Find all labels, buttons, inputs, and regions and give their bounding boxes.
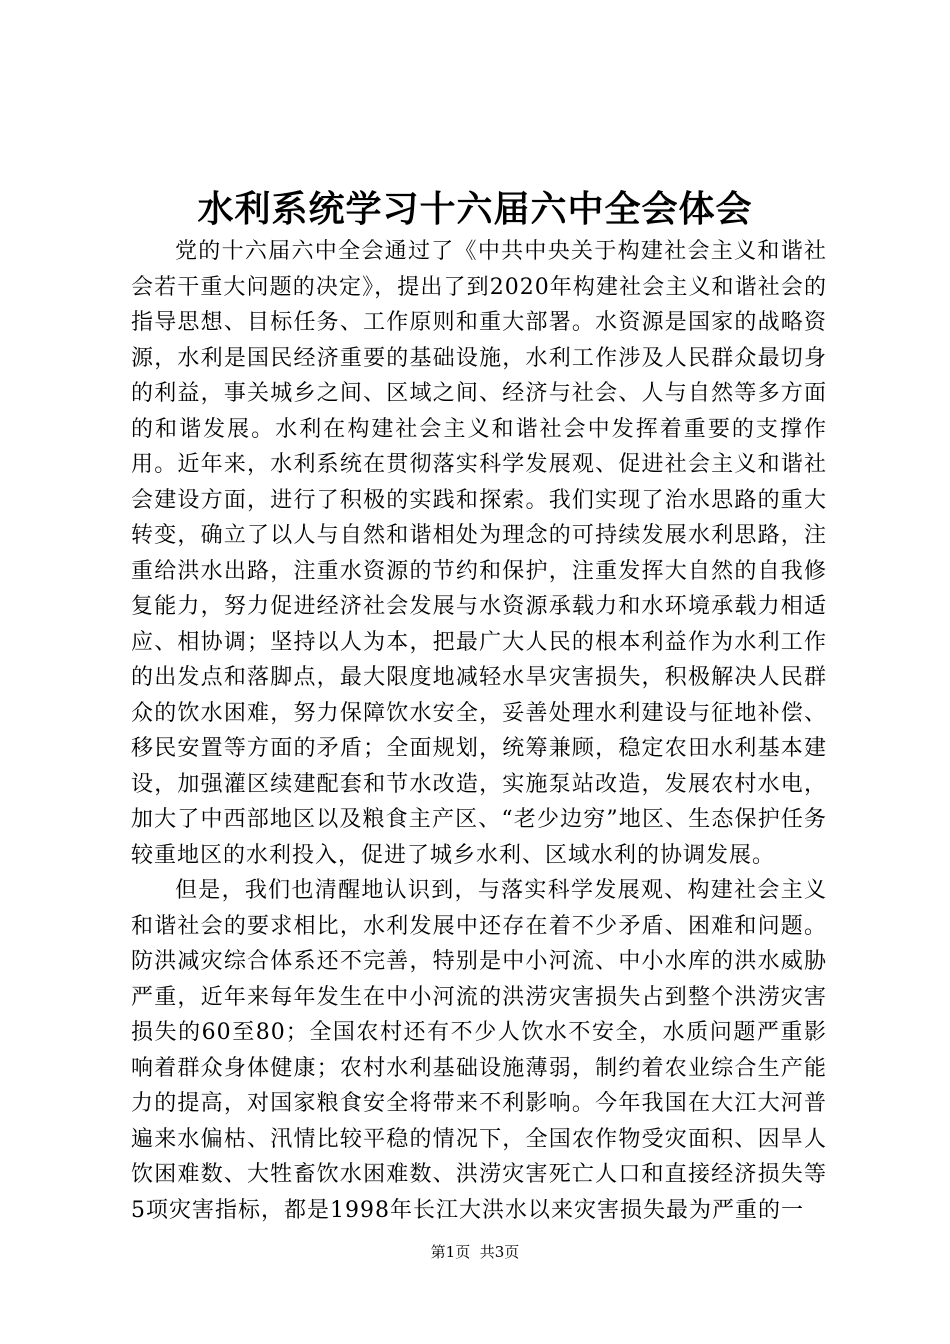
paragraph-1: 党的十六届六中全会通过了《中共中央关于构建社会主义和谐社会若干重大问题的决定》，提出了到2020年构建社会主义和谐社会的指导思想、目标任务、工作原则和重大部署。水资源是国家的战略资源，水利是国民经济重要的基础设施，水利工作涉及人民群众最切身的利益，事关城乡之间、区域之间、经济与社会、人与自然等多方面的和谐发展。水利在构建社会主义和谐社会中发挥着重要的支撑作用。近年来，水利系统在贯彻落实科学发展观、促进社会主义和谐社会建设方面，进行了积极的实践和探索。我们实现了治水思路的重大转变，确立了以人与自然和谐相处为理念的可持续发展水利思路，注重给洪水出路，注重水资源的节约和保护，注重发挥大自然的自我修复能力，努力促进经济社会发展与水资源承载力和水环境承载力相适应、相协调；坚持以人为本，把最广大人民的根本利益作为水利工作的出发点和落脚点，最大限度地减轻水旱灾害损失，积极解决人民群众的饮水困难，努力保障饮水安全，妥善处理水利建设与征地补偿、移民安置等方面的矛盾；全面规划，统筹兼顾，稳定农田水利基本建设，加强灌区续建配套和节水改造，实施泵站改造，发展农村水电，加大了中西部地区以及粮食主产区、“老少边穷”地区、生态保护任务较重地区的水利投入，促进了城乡水利、区域水利的协调发展。 (131, 239, 827, 868)
footer-spacer (470, 1243, 480, 1261)
page-total: 共3页 (479, 1243, 520, 1261)
paragraph-2: 但是，我们也清醒地认识到，与落实科学发展观、构建社会主义和谐社会的要求相比，水利发展中还存在着不少矛盾、困难和问题。防洪减灾综合体系还不完善，特别是中小河流、中小水库的洪水威胁严重，近年来每年发生在中小河流的洪涝灾害损失占到整个洪涝灾害损失的60至80；全国农村还有不少人饮水不安全，水质问题严重影响着群众身体健康；农村水利基础设施薄弱，制约着农业综合生产能力的提高，对国家粮食安全将带来不利影响。今年我国在大江大河普遍来水偏枯、汛情比较平稳的情况下，全国农作物受灾面积、因旱人饮困难数、大牲畜饮水困难数、洪涝灾害死亡人口和直接经济损失等5项灾害指标，都是1998年长江大洪水以来灾害损失最为严重的一 (131, 878, 827, 1223)
page-footer (0, 1242, 950, 1262)
document-body (131, 234, 827, 1228)
page-number: 第1页 (430, 1243, 471, 1261)
document-title: 水利系统学习十六届六中全会体会 (197, 188, 753, 230)
